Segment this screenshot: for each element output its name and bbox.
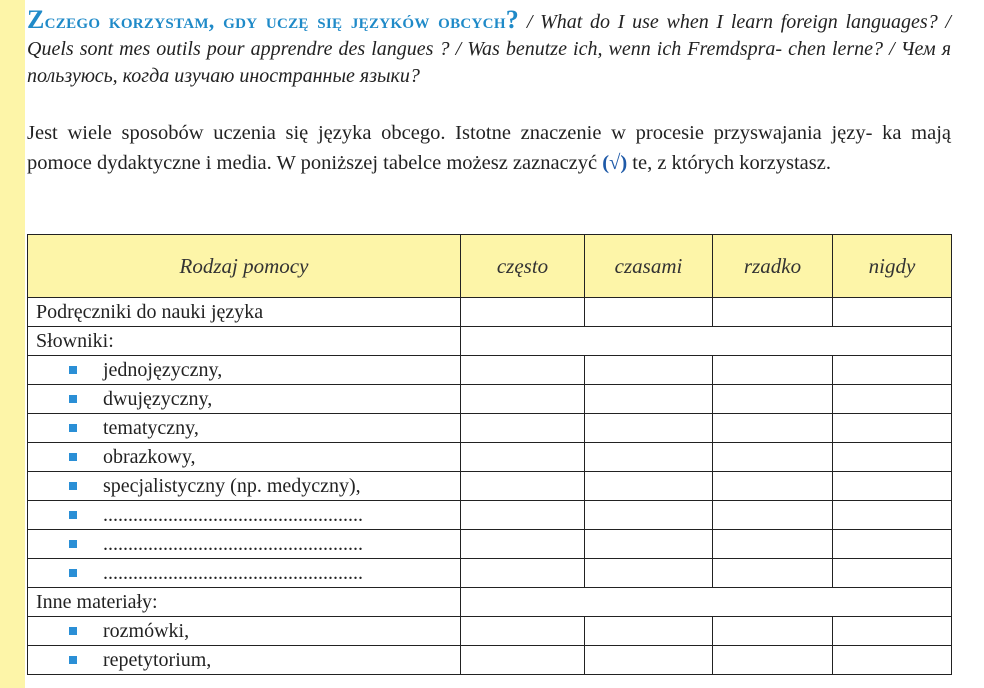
table-row bbox=[28, 385, 952, 414]
check-cell-often[interactable] bbox=[461, 501, 585, 530]
bullet-square-icon bbox=[69, 656, 77, 664]
table-row bbox=[28, 501, 952, 530]
table-group-row bbox=[28, 327, 952, 356]
table-row bbox=[28, 443, 952, 472]
check-cell-often[interactable] bbox=[461, 414, 585, 443]
check-cell-rarely[interactable] bbox=[713, 646, 833, 675]
group-label: Inne materiały: bbox=[28, 588, 461, 617]
row-label: dwujęzyczny, bbox=[28, 385, 461, 414]
bullet-square-icon bbox=[69, 395, 77, 403]
learning-aids-table bbox=[27, 234, 952, 675]
header-never: nigdy bbox=[833, 235, 952, 298]
header-rarely: rzadko bbox=[713, 235, 833, 298]
check-cell-never[interactable] bbox=[833, 559, 952, 588]
check-cell-never[interactable] bbox=[833, 501, 952, 530]
check-cell-often[interactable] bbox=[461, 356, 585, 385]
check-cell-often[interactable] bbox=[461, 530, 585, 559]
check-cell-never[interactable] bbox=[833, 385, 952, 414]
check-cell-never[interactable] bbox=[833, 617, 952, 646]
table-row bbox=[28, 472, 952, 501]
check-cell-rarely[interactable] bbox=[713, 617, 833, 646]
check-cell-never[interactable] bbox=[833, 530, 952, 559]
bullet-square-icon bbox=[69, 366, 77, 374]
check-cell-sometimes[interactable] bbox=[585, 617, 713, 646]
row-label: repetytorium, bbox=[28, 646, 461, 675]
check-cell-rarely[interactable] bbox=[713, 443, 833, 472]
row-label: obrazkowy, bbox=[28, 443, 461, 472]
table-row bbox=[28, 530, 952, 559]
check-cell-sometimes[interactable] bbox=[585, 385, 713, 414]
row-label: jednojęzyczny, bbox=[28, 356, 461, 385]
row-label-blank[interactable]: .................................................... bbox=[28, 530, 461, 559]
table-row bbox=[28, 298, 952, 327]
table-header-row bbox=[28, 235, 952, 298]
check-cell-rarely[interactable] bbox=[713, 298, 833, 327]
header-often: często bbox=[461, 235, 585, 298]
bullet-square-icon bbox=[69, 511, 77, 519]
check-cell-never[interactable] bbox=[833, 443, 952, 472]
check-cell-sometimes[interactable] bbox=[585, 443, 713, 472]
check-cell-rarely[interactable] bbox=[713, 356, 833, 385]
check-cell-often[interactable] bbox=[461, 472, 585, 501]
header-aid-type: Rodzaj pomocy bbox=[28, 235, 461, 298]
check-cell-never[interactable] bbox=[833, 414, 952, 443]
table-row bbox=[28, 559, 952, 588]
row-label-blank[interactable]: .................................................... bbox=[28, 501, 461, 530]
row-label: specjalistyczny (np. medyczny), bbox=[28, 472, 461, 501]
check-cell-sometimes[interactable] bbox=[585, 501, 713, 530]
check-cell-often[interactable] bbox=[461, 298, 585, 327]
check-cell-rarely[interactable] bbox=[713, 559, 833, 588]
check-cell-never[interactable] bbox=[833, 356, 952, 385]
row-label-blank[interactable]: .................................................... bbox=[28, 559, 461, 588]
check-cell-sometimes[interactable] bbox=[585, 414, 713, 443]
check-cell-rarely[interactable] bbox=[713, 414, 833, 443]
check-cell-sometimes[interactable] bbox=[585, 530, 713, 559]
bullet-square-icon bbox=[69, 540, 77, 548]
margin-stripe bbox=[0, 0, 25, 688]
table-row bbox=[28, 414, 952, 443]
check-cell-sometimes[interactable] bbox=[585, 559, 713, 588]
check-cell-often[interactable] bbox=[461, 385, 585, 414]
heading-translations: / What do I use when I learn foreign languages? / Quels sont mes outils pour apprendre des langues ? / Was benutze ich, wenn ich Fremdspra- chen lerne? / Чем я пользуюсь, когда изучаю иностранные языки? bbox=[27, 11, 951, 87]
table-row bbox=[28, 646, 952, 675]
check-cell-sometimes[interactable] bbox=[585, 472, 713, 501]
check-cell-often[interactable] bbox=[461, 617, 585, 646]
page-content bbox=[27, 0, 951, 178]
bullet-square-icon bbox=[69, 627, 77, 635]
header-sometimes: czasami bbox=[585, 235, 713, 298]
check-cell-sometimes[interactable] bbox=[585, 298, 713, 327]
table-group-row bbox=[28, 588, 952, 617]
check-cell-often[interactable] bbox=[461, 559, 585, 588]
check-cell-rarely[interactable] bbox=[713, 472, 833, 501]
check-cell-often[interactable] bbox=[461, 646, 585, 675]
check-cell-often[interactable] bbox=[461, 443, 585, 472]
check-cell-rarely[interactable] bbox=[713, 501, 833, 530]
check-cell-never[interactable] bbox=[833, 298, 952, 327]
bullet-square-icon bbox=[69, 569, 77, 577]
row-label: tematyczny, bbox=[28, 414, 461, 443]
check-cell-rarely[interactable] bbox=[713, 385, 833, 414]
table-row bbox=[28, 356, 952, 385]
bullet-square-icon bbox=[69, 482, 77, 490]
group-spacer-cell bbox=[461, 327, 952, 356]
table-row bbox=[28, 617, 952, 646]
section-heading bbox=[27, 0, 951, 90]
bullet-square-icon bbox=[69, 424, 77, 432]
check-cell-never[interactable] bbox=[833, 646, 952, 675]
group-label: Słowniki: bbox=[28, 327, 461, 356]
heading-polish: Zczego korzystam, gdy uczę się języków obcych? bbox=[27, 5, 520, 34]
bullet-square-icon bbox=[69, 453, 77, 461]
row-label: rozmówki, bbox=[28, 617, 461, 646]
group-spacer-cell bbox=[461, 588, 952, 617]
check-cell-never[interactable] bbox=[833, 472, 952, 501]
check-mark-symbol: (√) bbox=[602, 152, 628, 174]
check-cell-rarely[interactable] bbox=[713, 530, 833, 559]
intro-paragraph: Jest wiele sposobów uczenia się języka obcego. Istotne znaczenie w procesie przyswajania języ- ka mają pomoce dydaktyczne i media. W poniższej tabelce możesz zaznaczyć (√) te, z których korzystasz. bbox=[27, 122, 951, 174]
check-cell-sometimes[interactable] bbox=[585, 356, 713, 385]
check-cell-sometimes[interactable] bbox=[585, 646, 713, 675]
row-label: Podręczniki do nauki języka bbox=[28, 298, 461, 327]
